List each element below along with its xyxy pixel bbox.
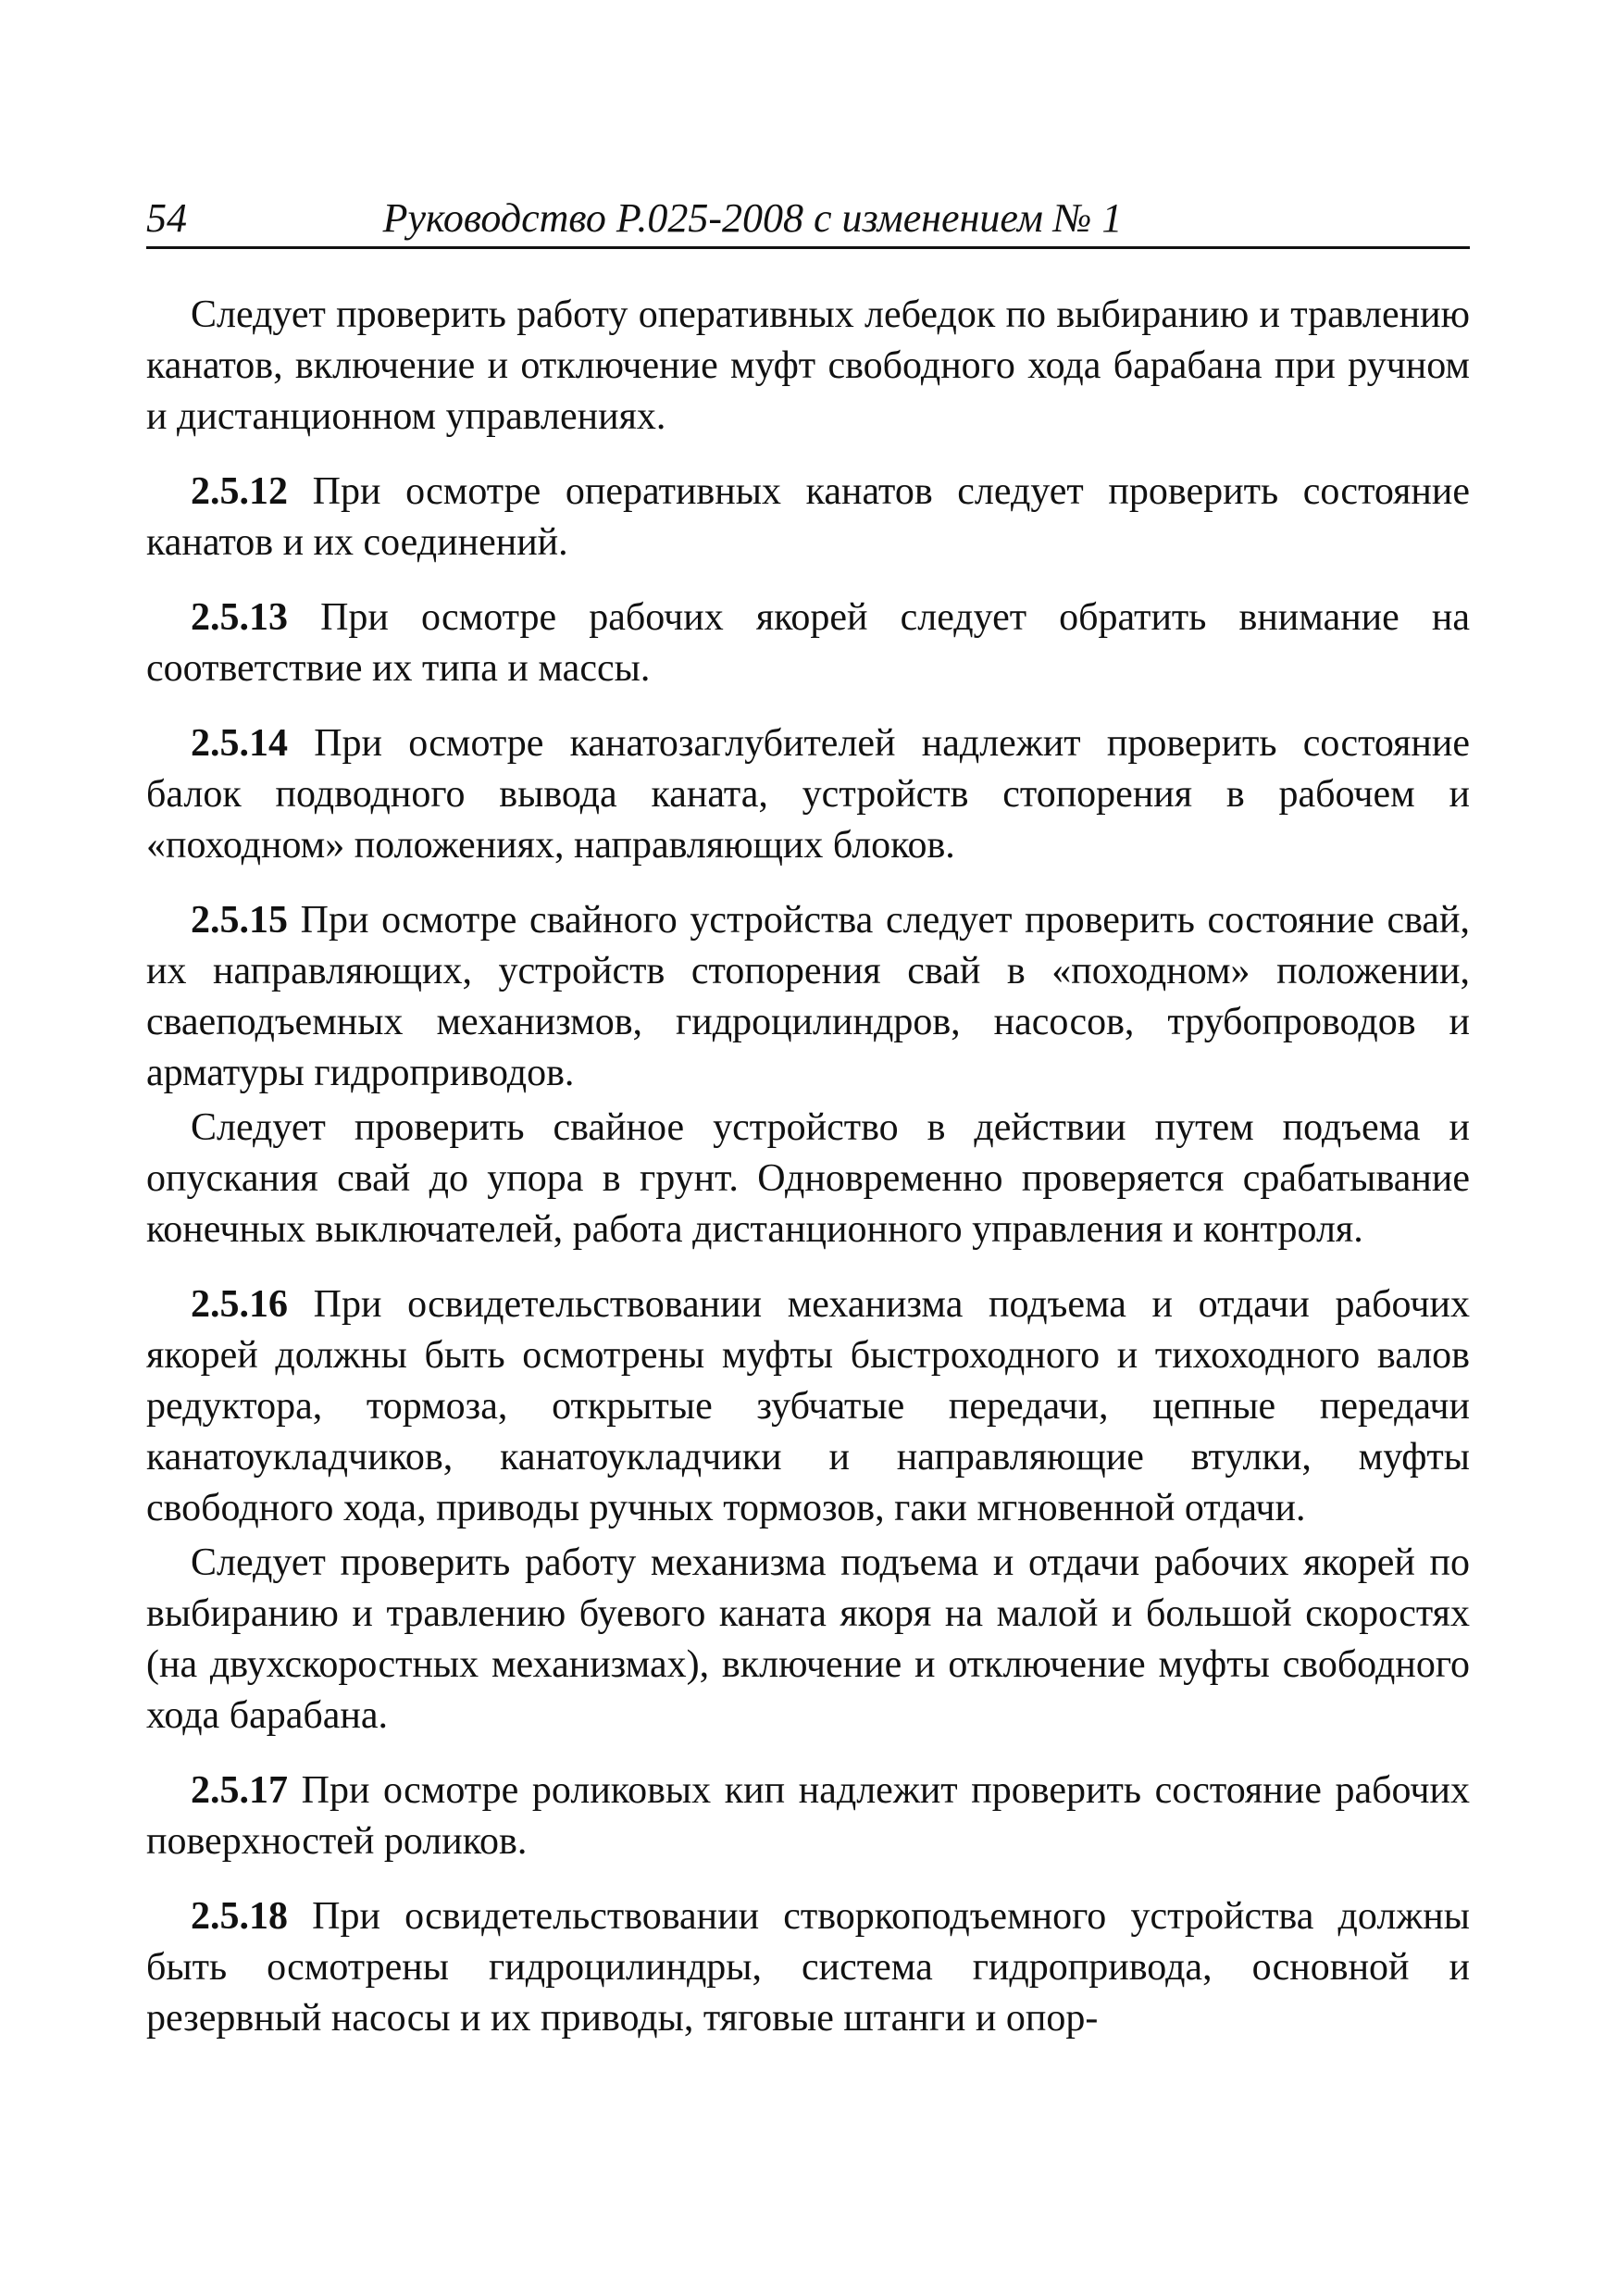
clause-2-5-18 xyxy=(146,1891,1470,2044)
paragraph-text: Следует проверить работу оперативных лебедок по выбиранию и травлению канатов, включение и отключение муфт свободного хода барабана при ручном и дистанционном управлениях. xyxy=(146,293,1470,438)
document-title: Руководство Р.025-2008 с изменением № 1 xyxy=(382,195,1123,241)
clause-text: При осмотре оперативных канатов следует проверить состояние канатов и их соединений. xyxy=(146,470,1470,564)
clause-text: При осмотре роликовых кип надлежит проверить состояние рабочих поверхностей роликов. xyxy=(146,1769,1470,1863)
clause-text: При осмотре канатозаглубителей надлежит проверить состояние балок подводного вывода каната, устройств стопорения в рабочем и «походном» положениях, направляющих блоков. xyxy=(146,722,1470,867)
paragraph-text: Следует проверить свайное устройство в действии путем подъема и опускания свай до упора в грунт. Одновременно проверяется срабатывание конечных выключателей, работа дистанционного управления и контроля. xyxy=(146,1106,1470,1251)
clause-number: 2.5.17 xyxy=(191,1769,288,1812)
clause-2-5-16 xyxy=(146,1279,1470,1534)
page-number: 54 xyxy=(146,195,187,241)
clause-number: 2.5.18 xyxy=(191,1895,288,1938)
clause-number: 2.5.13 xyxy=(191,596,288,639)
clause-text: При освидетельствовании створкоподъемного устройства должны быть осмотрены гидроцилиндры, система гидропривода, основной и резервный насосы и их приводы, тяговые штанги и опор- xyxy=(146,1895,1470,2040)
clause-2-5-13 xyxy=(146,593,1470,694)
clause-2-5-14 xyxy=(146,718,1470,871)
clause-2-5-15 xyxy=(146,895,1470,1099)
clause-number: 2.5.12 xyxy=(191,470,288,513)
clause-number: 2.5.16 xyxy=(191,1283,288,1326)
clause-number: 2.5.15 xyxy=(191,899,288,942)
clause-text: При осмотре свайного устройства следует проверить состояние свай, их направляющих, устройств стопорения свай в «походном» положении, сваеподъемных механизмов, гидроцилиндров, насосов, трубопроводов и арматуры гидроприводов. xyxy=(146,899,1470,1094)
clause-text: При осмотре рабочих якорей следует обратить внимание на соответствие их типа и массы. xyxy=(146,596,1470,690)
paragraph xyxy=(146,290,1470,443)
running-header xyxy=(146,194,1470,249)
body-text xyxy=(146,290,1470,2044)
paragraph xyxy=(146,1103,1470,1255)
clause-number: 2.5.14 xyxy=(191,722,288,765)
clause-text: При освидетельствовании механизма подъема и отдачи рабочих якорей должны быть осмотрены муфты быстроходного и тихоходного валов редуктора, тормоза, открытые зубчатые передачи, цепные передачи канатоукладчиков, канатоукладчики и направляющие втулки, муфты свободного хода, приводы ручных тормозов, гаки мгновенной отдачи. xyxy=(146,1283,1470,1529)
paragraph-text: Следует проверить работу механизма подъема и отдачи рабочих якорей по выбиранию и травлению буевого каната якоря на малой и большой скоростях (на двухскоростных механизмах), включение и отключение муфты свободного хода барабана. xyxy=(146,1541,1470,1737)
clause-2-5-17 xyxy=(146,1766,1470,1867)
paragraph xyxy=(146,1538,1470,1741)
document-page xyxy=(146,194,1470,2044)
clause-2-5-12 xyxy=(146,467,1470,568)
